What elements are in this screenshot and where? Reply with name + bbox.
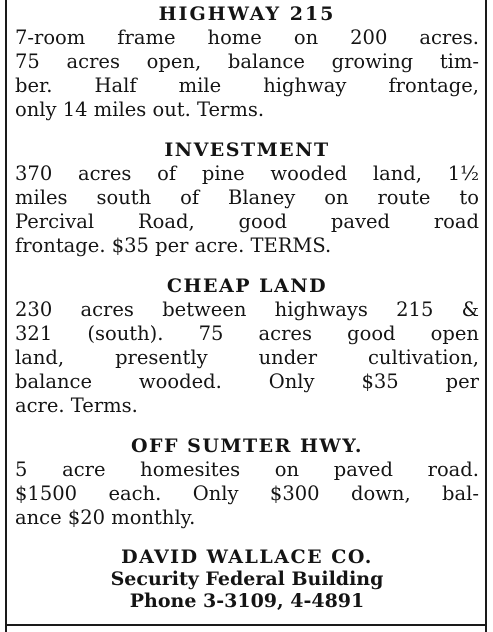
listing-text-line: Percival Road, good paved road <box>15 210 479 233</box>
listing-text-line: 7-room frame home on 200 acres. <box>15 26 479 49</box>
listing-text-line: ance $20 monthly. <box>15 506 196 529</box>
listing-text-line: 75 acres open, balance growing tim- <box>15 50 479 73</box>
classified-ad-frame <box>5 0 487 632</box>
listing-text-line: $1500 each. Only $300 down, bal- <box>15 482 479 505</box>
listing-text-line: only 14 miles out. Terms. <box>15 98 265 121</box>
listing-cheap-land <box>15 274 479 418</box>
listing-text-line: miles south of Blaney on route to <box>15 186 479 209</box>
listing-text-line: 230 acres between highways 215 & <box>15 298 479 321</box>
listing-text-line: land, presently under cultivation, <box>15 346 479 369</box>
company-footer <box>15 546 479 612</box>
listing-text-line: ber. Half mile highway frontage, <box>15 74 479 97</box>
listing-text-line: balance wooded. Only $35 per <box>15 370 479 393</box>
listing-heading: CHEAP LAND <box>166 275 328 297</box>
listing-highway-215 <box>15 2 479 122</box>
bottom-rule <box>7 624 485 626</box>
listing-investment <box>15 138 479 258</box>
listing-text-line: frontage. $35 per acre. TERMS. <box>15 234 332 257</box>
listing-heading: INVESTMENT <box>164 139 330 161</box>
listing-heading: HIGHWAY 215 <box>158 3 336 25</box>
listing-text-line: acre. Terms. <box>15 394 138 417</box>
company-phone: Phone 3-3109, 4-4891 <box>129 590 365 612</box>
listing-text-line: 370 acres of pine wooded land, 1½ <box>15 162 479 185</box>
listing-off-sumter-hwy <box>15 434 479 530</box>
company-address: Security Federal Building <box>110 568 384 590</box>
listing-text-line: 321 (south). 75 acres good open <box>15 322 479 345</box>
listing-heading: OFF SUMTER HWY. <box>130 435 363 457</box>
listing-text-line: 5 acre homesites on paved road. <box>15 458 479 481</box>
company-name: DAVID WALLACE CO. <box>121 546 373 568</box>
